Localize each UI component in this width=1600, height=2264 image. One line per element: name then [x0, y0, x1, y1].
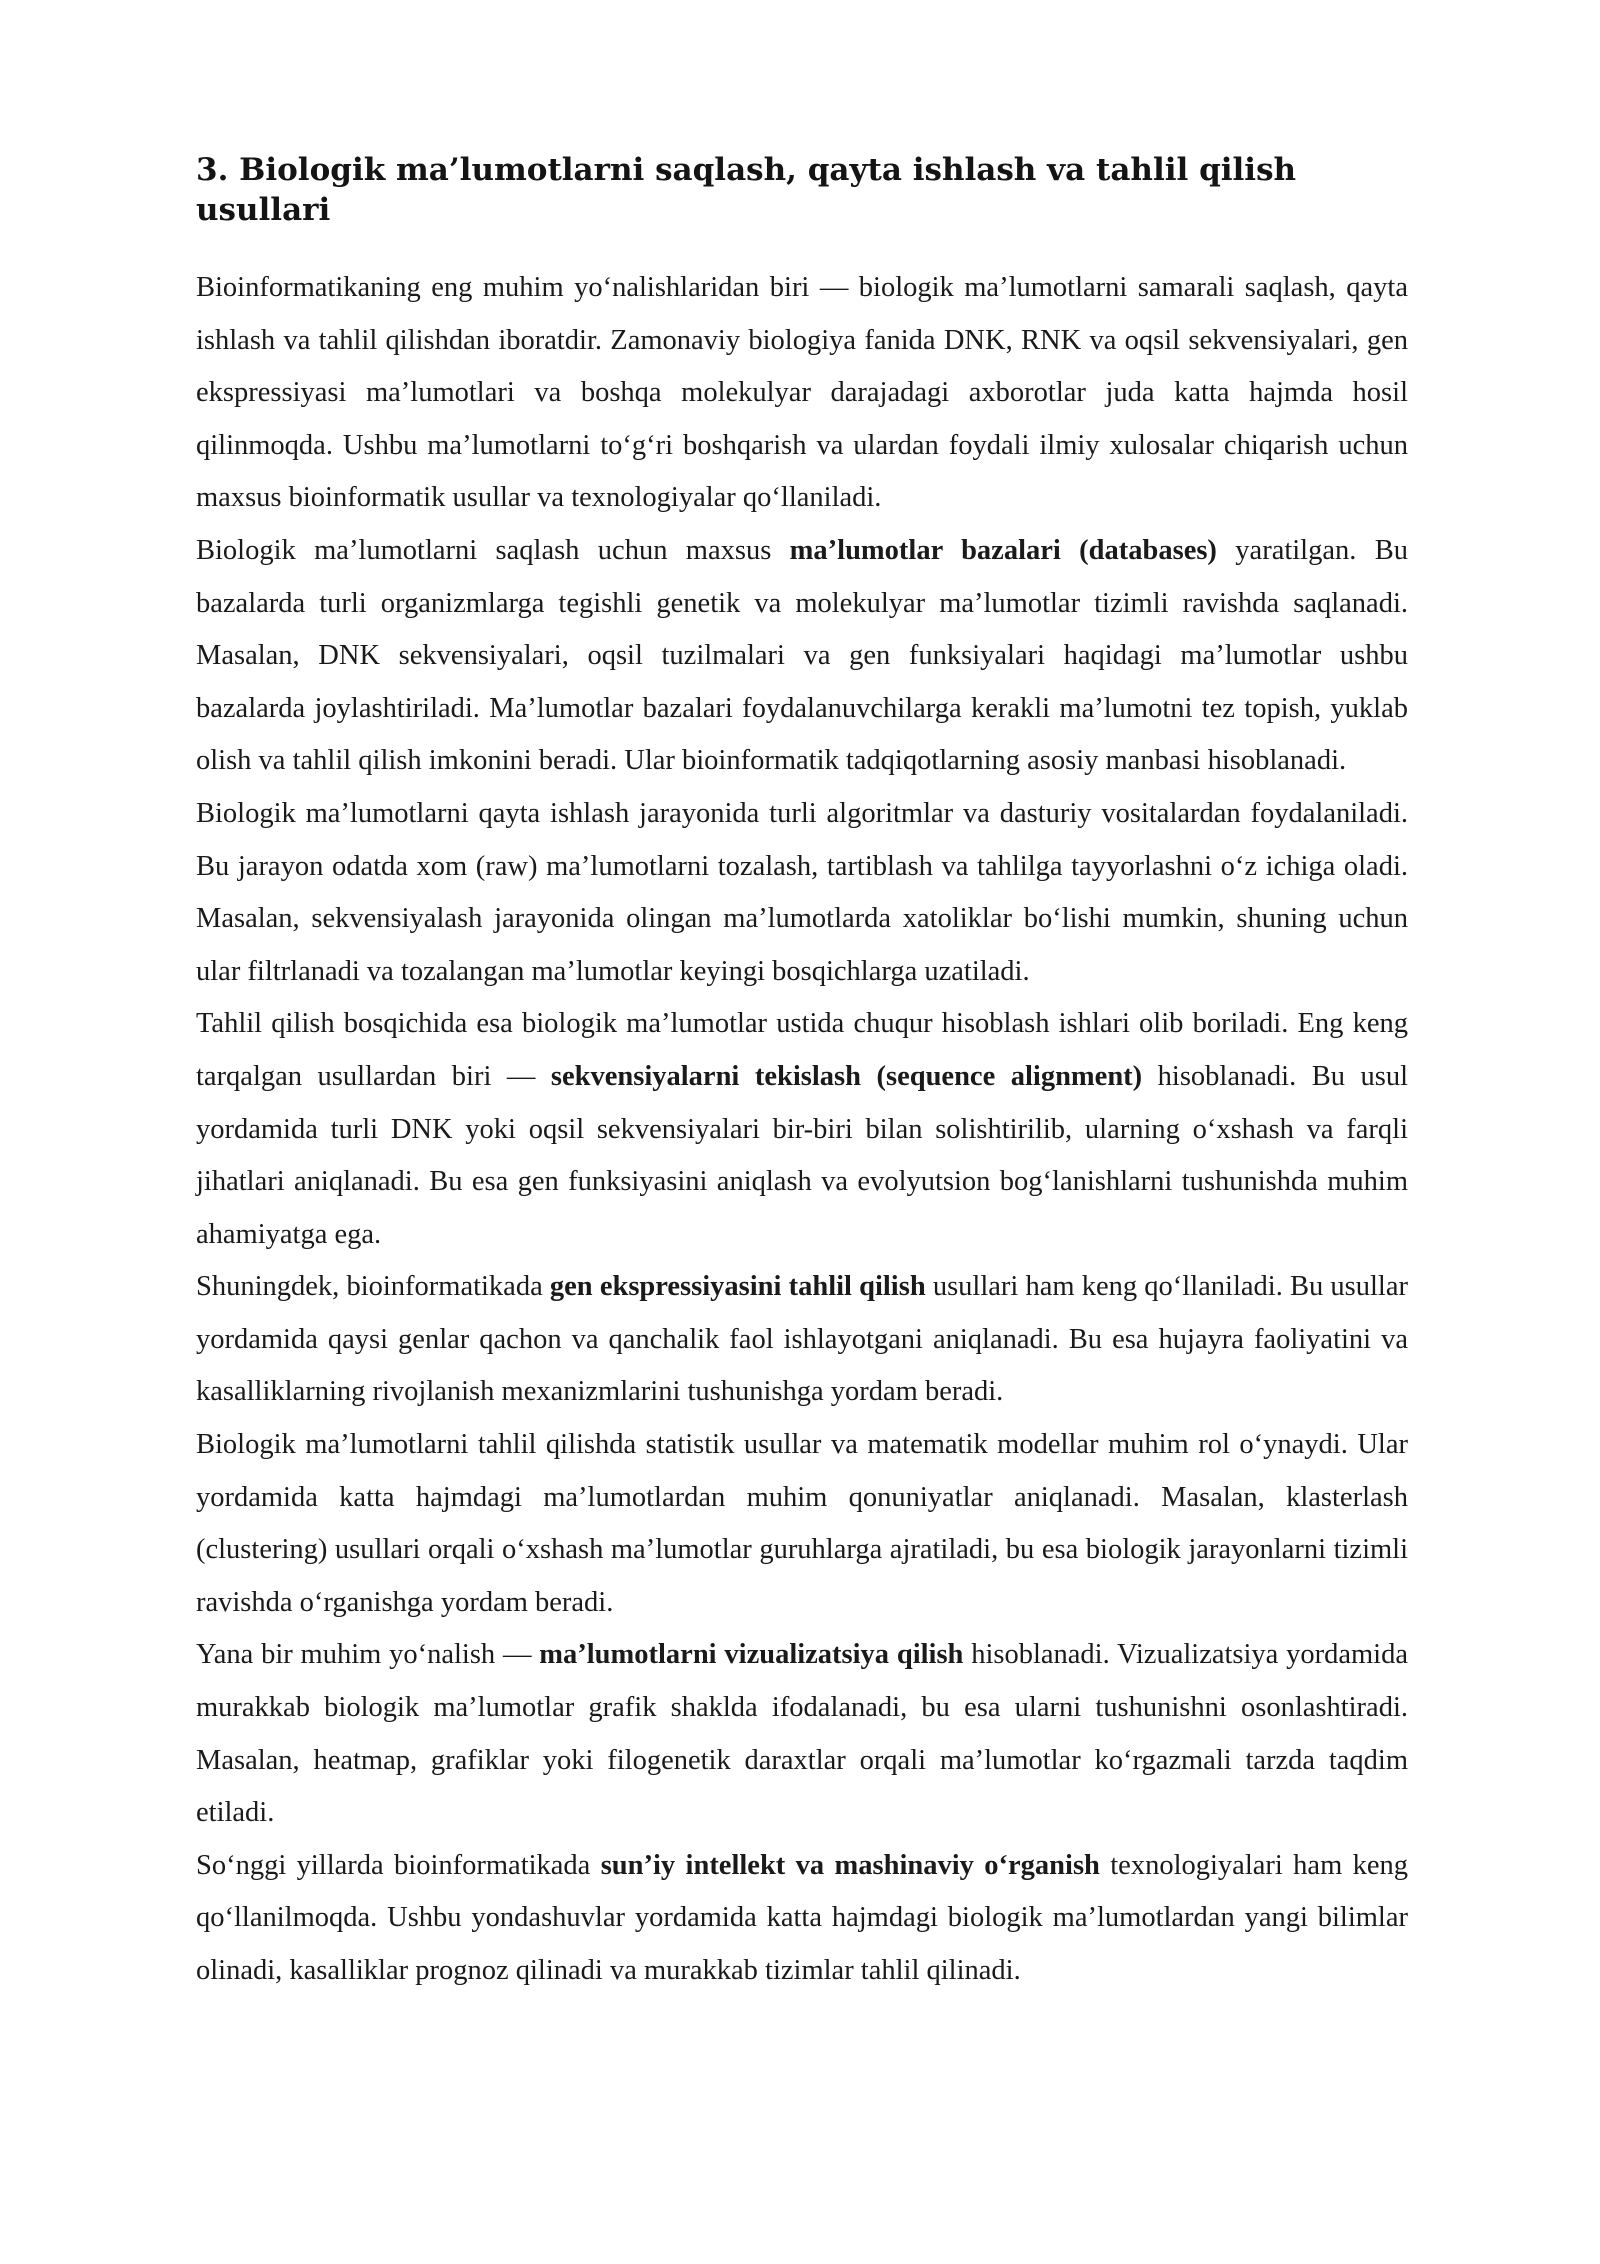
paragraph-intro — [196, 262, 1408, 525]
paragraph-text: Yana bir muhim yo‘nalish — — [196, 1639, 540, 1671]
paragraph-text: yaratilgan. Bu bazalarda turli organizmlarga tegishli genetik va molekulyar ma’lumotlar tizimli ravishda saqlanadi. Masalan, DNK sekvensiyalari, oqsil tuzilmalari va gen funksiyalari haqidagi ma’lumotlar ushbu bazalarda joylashtiriladi. Ma’lumotlar bazalari foydalanuvchilarga kerakli ma’lumotni tez topish, yuklab olish va tahlil qilish imkonini beradi. Ular bioinformatik tadqiqotlarning asosiy manbasi hisoblanadi. — [196, 534, 1408, 777]
paragraph-text: Bioinformatikaning eng muhim yo‘nalishlaridan biri — biologik ma’lumotlarni samarali saqlash, qayta ishlash va tahlil qilishdan iboratdir. Zamonaviy biologiya fanida DNK, RNK va oqsil sekvensiyalari, gen ekspressiyasi ma’lumotlari va boshqa molekulyar darajadagi axborotlar juda katta hajmda hosil qilinmoqda. Ushbu ma’lumotlarni to‘g‘ri boshqarish va ulardan foydali ilmiy xulosalar chiqarish uchun maxsus bioinformatik usullar va texnologiyalar qo‘llaniladi. — [196, 272, 1408, 514]
paragraph-text: Biologik ma’lumotlarni saqlash uchun maxsus — [196, 534, 790, 566]
paragraph-text: usullari ham keng qo‘llaniladi. Bu usullar yordamida qaysi genlar qachon va qanchalik faol ishlayotgani aniqlanadi. Bu esa hujayra faoliyatini va kasalliklarning rivojlanish mexanizmlarini tushunishga yordam beradi. — [196, 1271, 1408, 1408]
paragraph-text: Tahlil qilish bosqichida esa biologik ma’lumotlar ustida chuqur hisoblash ishlari olib boriladi. Eng keng tarqalgan usullardan biri — — [196, 1008, 1408, 1092]
bold-term: gen ekspressiyasini tahlil qilish — [549, 1271, 926, 1303]
paragraph-statistics — [196, 1419, 1408, 1629]
document-page — [196, 150, 1408, 1998]
paragraph-text: texnologiyalari ham keng qo‘llanilmoqda. Ushbu yondashuvlar yordamida katta hajmdagi biologik ma’lumotlardan yangi bilimlar olinadi, kasalliklar prognoz qilinadi va murakkab tizimlar tahlil qilinadi. — [196, 1849, 1409, 1986]
paragraph-text: Biologik ma’lumotlarni qayta ishlash jarayonida turli algoritmlar va dasturiy vositalardan foydalaniladi. Bu jarayon odatda xom (raw) ma’lumotlarni tozalash, tartiblash va tahlilga tayyorlashni o‘z ichiga oladi. Masalan, sekvensiyalash jarayonida olingan ma’lumotlarda xatoliklar bo‘lishi mumkin, shuning uchun ular filtrlanadi va tozalangan ma’lumotlar keyingi bosqichlarga uzatiladi. — [196, 797, 1408, 987]
paragraph-processing — [196, 788, 1408, 998]
paragraph-alignment — [196, 998, 1408, 1261]
section-heading: 3. Biologik ma’lumotlarni saqlash, qayta ishlash va tahlil qilish usullari — [196, 152, 1297, 228]
paragraph-text: hisoblanadi. Bu usul yordamida turli DNK yoki oqsil sekvensiyalari bir-biri bilan solishtirilib, ularning o‘xshash va farqli jihatlari aniqlanadi. Bu esa gen funksiyasini aniqlash va evolyutsion bog‘lanishlarni tushunishda muhim ahamiyatga ega. — [196, 1060, 1409, 1250]
paragraph-text: Biologik ma’lumotlarni tahlil qilishda statistik usullar va matematik modellar muhim rol o‘ynaydi. Ular yordamida katta hajmdagi ma’lumotlardan muhim qonuniyatlar aniqlanadi. Masalan, klasterlash (clustering) usullari orqali o‘xshash ma’lumotlar guruhlarga ajratiladi, bu esa biologik jarayonlarni tizimli ravishda o‘rganishga yordam beradi. — [196, 1429, 1408, 1618]
paragraph-expression — [196, 1261, 1408, 1419]
paragraph-ai — [196, 1840, 1408, 1998]
paragraph-visualization — [196, 1629, 1408, 1839]
bold-term: ma’lumotlarni vizualizatsiya qilish — [539, 1639, 964, 1671]
paragraph-text: Shuningdek, bioinformatikada — [196, 1271, 550, 1303]
bold-term: sekvensiyalarni tekislash (sequence alignment) — [550, 1060, 1143, 1092]
paragraph-databases — [196, 525, 1408, 788]
bold-term: ma’lumotlar bazalari (databases) — [789, 534, 1217, 566]
bold-term: sun’iy intellekt va mashinaviy o‘rganish — [600, 1849, 1100, 1881]
paragraph-text: So‘nggi yillarda bioinformatikada — [196, 1849, 601, 1881]
paragraph-text: hisoblanadi. Vizualizatsiya yordamida murakkab biologik ma’lumotlar grafik shaklda ifodalanadi, bu esa ularni tushunishni osonlashtiradi. Masalan, heatmap, grafiklar yoki filogenetik daraxtlar orqali ma’lumotlar ko‘rgazmali tarzda taqdim etiladi. — [196, 1639, 1408, 1829]
